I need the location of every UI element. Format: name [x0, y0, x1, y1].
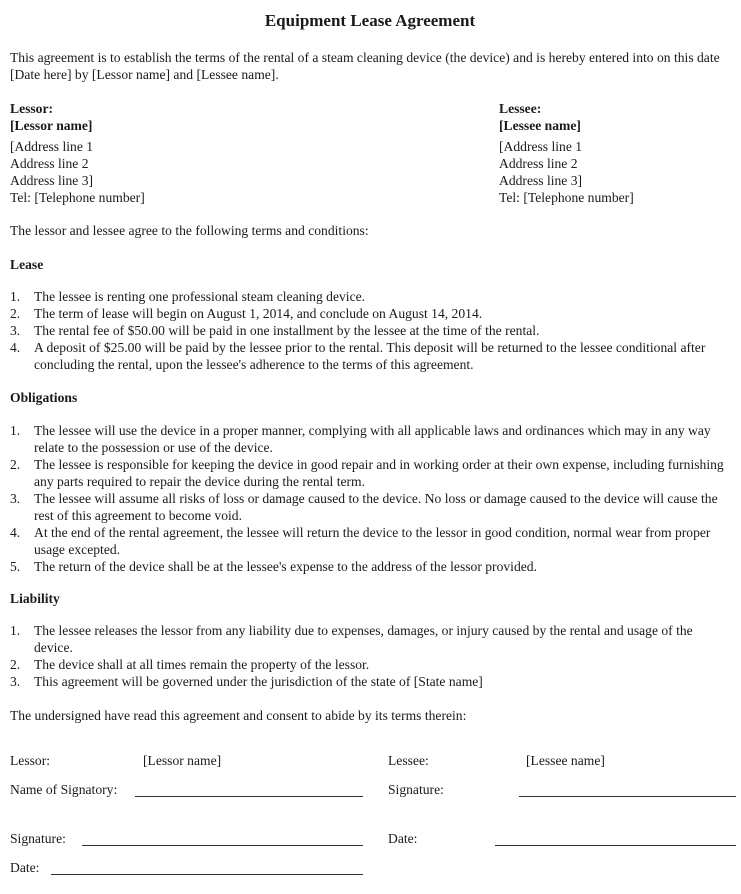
clause-text: The return of the device shall be at the lessee's expense to the address of the lessor provided.	[34, 559, 537, 574]
section-heading-lease: Lease	[10, 257, 44, 272]
clause-text: The lessee will assume all risks of loss or damage caused to the device. No loss or damage caused to the device will cause the rest of this agreement to become void.	[34, 491, 718, 523]
list-item: 1. The lessee releases the lessor from any liability due to expenses, damages, or injury caused by the rental and usage of the device.	[10, 623, 693, 655]
lessee-signature-line[interactable]	[519, 796, 736, 797]
lessee-address-line: [Address line 1	[499, 139, 583, 154]
lessor-block	[10, 100, 250, 206]
lessor-signature-line[interactable]	[82, 845, 363, 846]
lessor-address-line: Address line 2	[10, 156, 89, 171]
sig-lessor-label: Lessor:	[10, 753, 51, 768]
lessor-name: [Lessor name]	[10, 118, 93, 133]
obligations-clause-list	[10, 422, 732, 575]
lessee-date-label: Date:	[388, 831, 418, 846]
lessor-signature-label: Signature:	[10, 831, 66, 846]
clause-text: The device shall at all times remain the property of the lessor.	[34, 657, 370, 672]
list-item: 3. The rental fee of $50.00 will be paid in one installment by the lessee at the time of the rental.	[10, 323, 540, 338]
clause-text: The lessee releases the lessor from any liability due to expenses, damages, or injury caused by the rental and usage of the device.	[34, 623, 693, 655]
consent-statement: The undersigned have read this agreement and consent to abide by its terms therein:	[10, 708, 467, 723]
list-item: 2. The lessee is responsible for keeping the device in good repair and in working order at their own expense, including furnishing any parts required to repair the device during the rental term.	[10, 457, 724, 489]
clause-text: The term of lease will begin on August 1, 2014, and conclude on August 14, 2014.	[34, 306, 483, 321]
clause-text: At the end of the rental agreement, the lessee will return the device to the lessor in good condition, normal wear from proper usage excepted.	[34, 525, 711, 557]
document-title: Equipment Lease Agreement	[264, 11, 476, 30]
lessee-telephone: Tel: [Telephone number]	[499, 190, 634, 205]
intro-paragraph: This agreement is to establish the terms of the rental of a steam cleaning device (the device) and is hereby entered into on this date [Date here] by [Lessor name] and [Lessee name].	[10, 50, 720, 82]
list-item: 2. The device shall at all times remain the property of the lessor.	[10, 657, 370, 672]
name-of-signatory-label: Name of Signatory:	[10, 782, 118, 797]
clause-text: The lessee will use the device in a proper manner, complying with all applicable laws and ordinances which may in any way relate to the possession or use of the device.	[34, 423, 711, 455]
lessee-address-line: Address line 2	[499, 156, 578, 171]
clause-text: The rental fee of $50.00 will be paid in one installment by the lessee at the time of the rental.	[34, 323, 540, 338]
list-item: 4. At the end of the rental agreement, the lessee will return the device to the lessor in good condition, normal wear from proper usage excepted.	[10, 525, 711, 557]
sig-lessee-label: Lessee:	[388, 753, 429, 768]
lessee-signature-label: Signature:	[388, 782, 444, 797]
terms-intro: The lessor and lessee agree to the following terms and conditions:	[10, 223, 369, 238]
list-item: 3. The lessee will assume all risks of loss or damage caused to the device. No loss or damage caused to the device will cause the rest of this agreement to become void.	[10, 491, 718, 523]
clause-text: The lessee is responsible for keeping the device in good repair and in working order at their own expense, including furnishing any parts required to repair the device during the rental term.	[34, 457, 724, 489]
lessor-date-line[interactable]	[51, 874, 363, 875]
list-item: 1. The lessee will use the device in a proper manner, complying with all applicable laws and ordinances which may in any way relate to the possession or use of the device.	[10, 423, 711, 455]
lessor-address-line: Address line 3]	[10, 173, 94, 188]
lessee-date-line[interactable]	[495, 845, 736, 846]
name-of-signatory-line[interactable]	[135, 796, 363, 797]
sig-lessor-name: [Lessor name]	[143, 753, 222, 768]
lessee-heading: Lessee:	[499, 101, 542, 116]
list-item: 5. The return of the device shall be at the lessee's expense to the address of the lessor provided.	[10, 559, 537, 574]
lessee-address-line: Address line 3]	[499, 173, 583, 188]
list-item: 4. A deposit of $25.00 will be paid by the lessee prior to the rental. This deposit will be returned to the lessee conditional after concluding the rental, upon the lessee's adherence to the terms of this agreement.	[10, 340, 706, 372]
list-item: 3. This agreement will be governed under the jurisdiction of the state of [State name]	[10, 674, 483, 689]
lessor-date-label: Date:	[10, 860, 40, 875]
lessor-address-line: [Address line 1	[10, 139, 94, 154]
list-item: 2. The term of lease will begin on August 1, 2014, and conclude on August 14, 2014.	[10, 306, 483, 321]
lessee-name: [Lessee name]	[499, 118, 581, 133]
liability-clause-list	[10, 622, 732, 690]
section-heading-liability: Liability	[10, 591, 60, 606]
list-item: 1. The lessee is renting one professional steam cleaning device.	[10, 289, 366, 304]
clause-text: The lessee is renting one professional steam cleaning device.	[34, 289, 366, 304]
lessee-block	[499, 100, 739, 206]
section-heading-obligations: Obligations	[10, 390, 78, 405]
lease-clause-list	[10, 288, 732, 373]
sig-lessee-name: [Lessee name]	[526, 753, 605, 768]
lessor-telephone: Tel: [Telephone number]	[10, 190, 145, 205]
clause-text: This agreement will be governed under the jurisdiction of the state of [State name]	[34, 674, 483, 689]
clause-text: A deposit of $25.00 will be paid by the lessee prior to the rental. This deposit will be returned to the lessee conditional after concluding the rental, upon the lessee's adherence to the terms of this agreement.	[34, 340, 706, 372]
lessor-heading: Lessor:	[10, 101, 54, 116]
